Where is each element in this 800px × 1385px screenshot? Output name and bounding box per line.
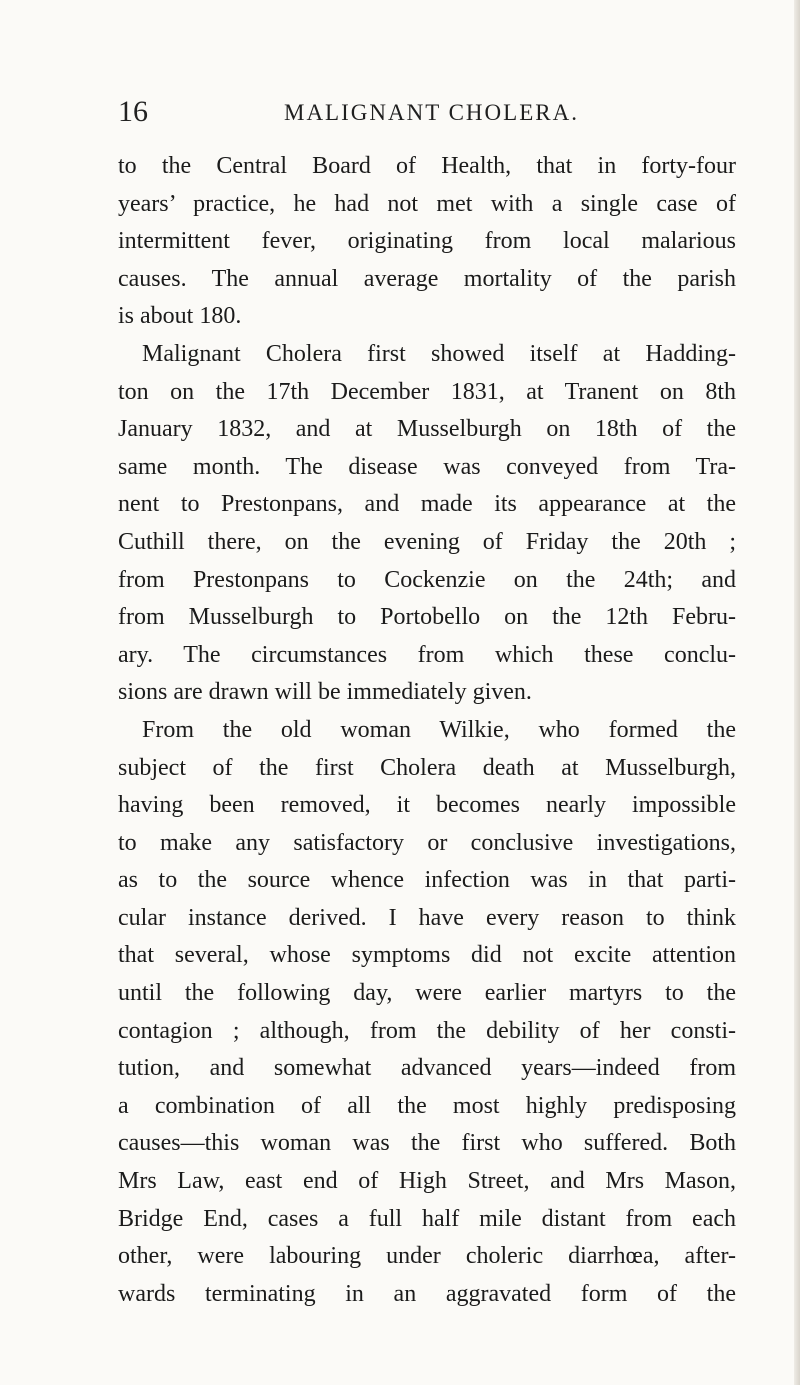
running-head: MALIGNANT CHOLERA. xyxy=(284,100,579,125)
text-line: that several, whose symptoms did not excite attention xyxy=(118,942,736,969)
text-line: is about 180. xyxy=(118,303,242,330)
text-line: subject of the first Cholera death at Musselburgh, xyxy=(118,754,736,781)
text-line: contagion ; although, from the debility of her consti- xyxy=(118,1017,736,1044)
text-line: causes. The annual average mortality of the parish xyxy=(118,265,736,292)
text-line: nent to Prestonpans, and made its appearance at the xyxy=(118,491,736,518)
text-line: until the following day, were earlier martyrs to the xyxy=(118,980,736,1007)
text-line: to the Central Board of Health, that in forty-four xyxy=(118,153,736,179)
text-line: sions are drawn will be immediately given. xyxy=(118,679,532,706)
text-line: a combination of all the most highly predisposing xyxy=(118,1092,736,1119)
text-line: January 1832, and at Musselburgh on 18th of the xyxy=(118,416,736,443)
text-line: as to the source whence infection was in that parti- xyxy=(118,867,736,894)
text-line: intermittent fever, originating from local malarious xyxy=(118,228,736,255)
text-line: wards terminating in an aggravated form of the xyxy=(118,1280,736,1307)
body-text xyxy=(118,148,736,1313)
text-line: Mrs Law, east end of High Street, and Mrs Mason, xyxy=(118,1168,736,1195)
text-line: causes—this woman was the first who suffered. Both xyxy=(118,1130,736,1157)
text-line: Bridge End, cases a full half mile distant from each xyxy=(118,1205,736,1232)
text-line: cular instance derived. I have every reason to think xyxy=(118,904,736,931)
page-number: 16 xyxy=(118,95,148,128)
text-line: years’ practice, he had not met with a single case of xyxy=(118,190,736,217)
page-edge xyxy=(794,0,800,1385)
text-line: same month. The disease was conveyed from Tra- xyxy=(118,453,736,480)
text-line: from Prestonpans to Cockenzie on the 24th; and xyxy=(118,566,736,593)
text-line: Cuthill there, on the evening of Friday the 20th ; xyxy=(118,528,736,555)
text-line: to make any satisfactory or conclusive investigations, xyxy=(118,829,736,856)
text-line: tution, and somewhat advanced years—indeed from xyxy=(118,1055,736,1082)
text-line: from Musselburgh to Portobello on the 12th Febru- xyxy=(118,604,736,631)
text-line: From the old woman Wilkie, who formed the xyxy=(142,716,736,743)
text-line: Malignant Cholera first showed itself at Hadding- xyxy=(142,340,736,367)
text-line: having been removed, it becomes nearly impossible xyxy=(118,792,736,819)
text-line: ary. The circumstances from which these conclu- xyxy=(118,641,736,668)
text-line: other, were labouring under choleric diarrhœa, after- xyxy=(118,1243,736,1270)
text-line: ton on the 17th December 1831, at Tranent on 8th xyxy=(118,378,736,405)
page-header xyxy=(0,92,800,132)
